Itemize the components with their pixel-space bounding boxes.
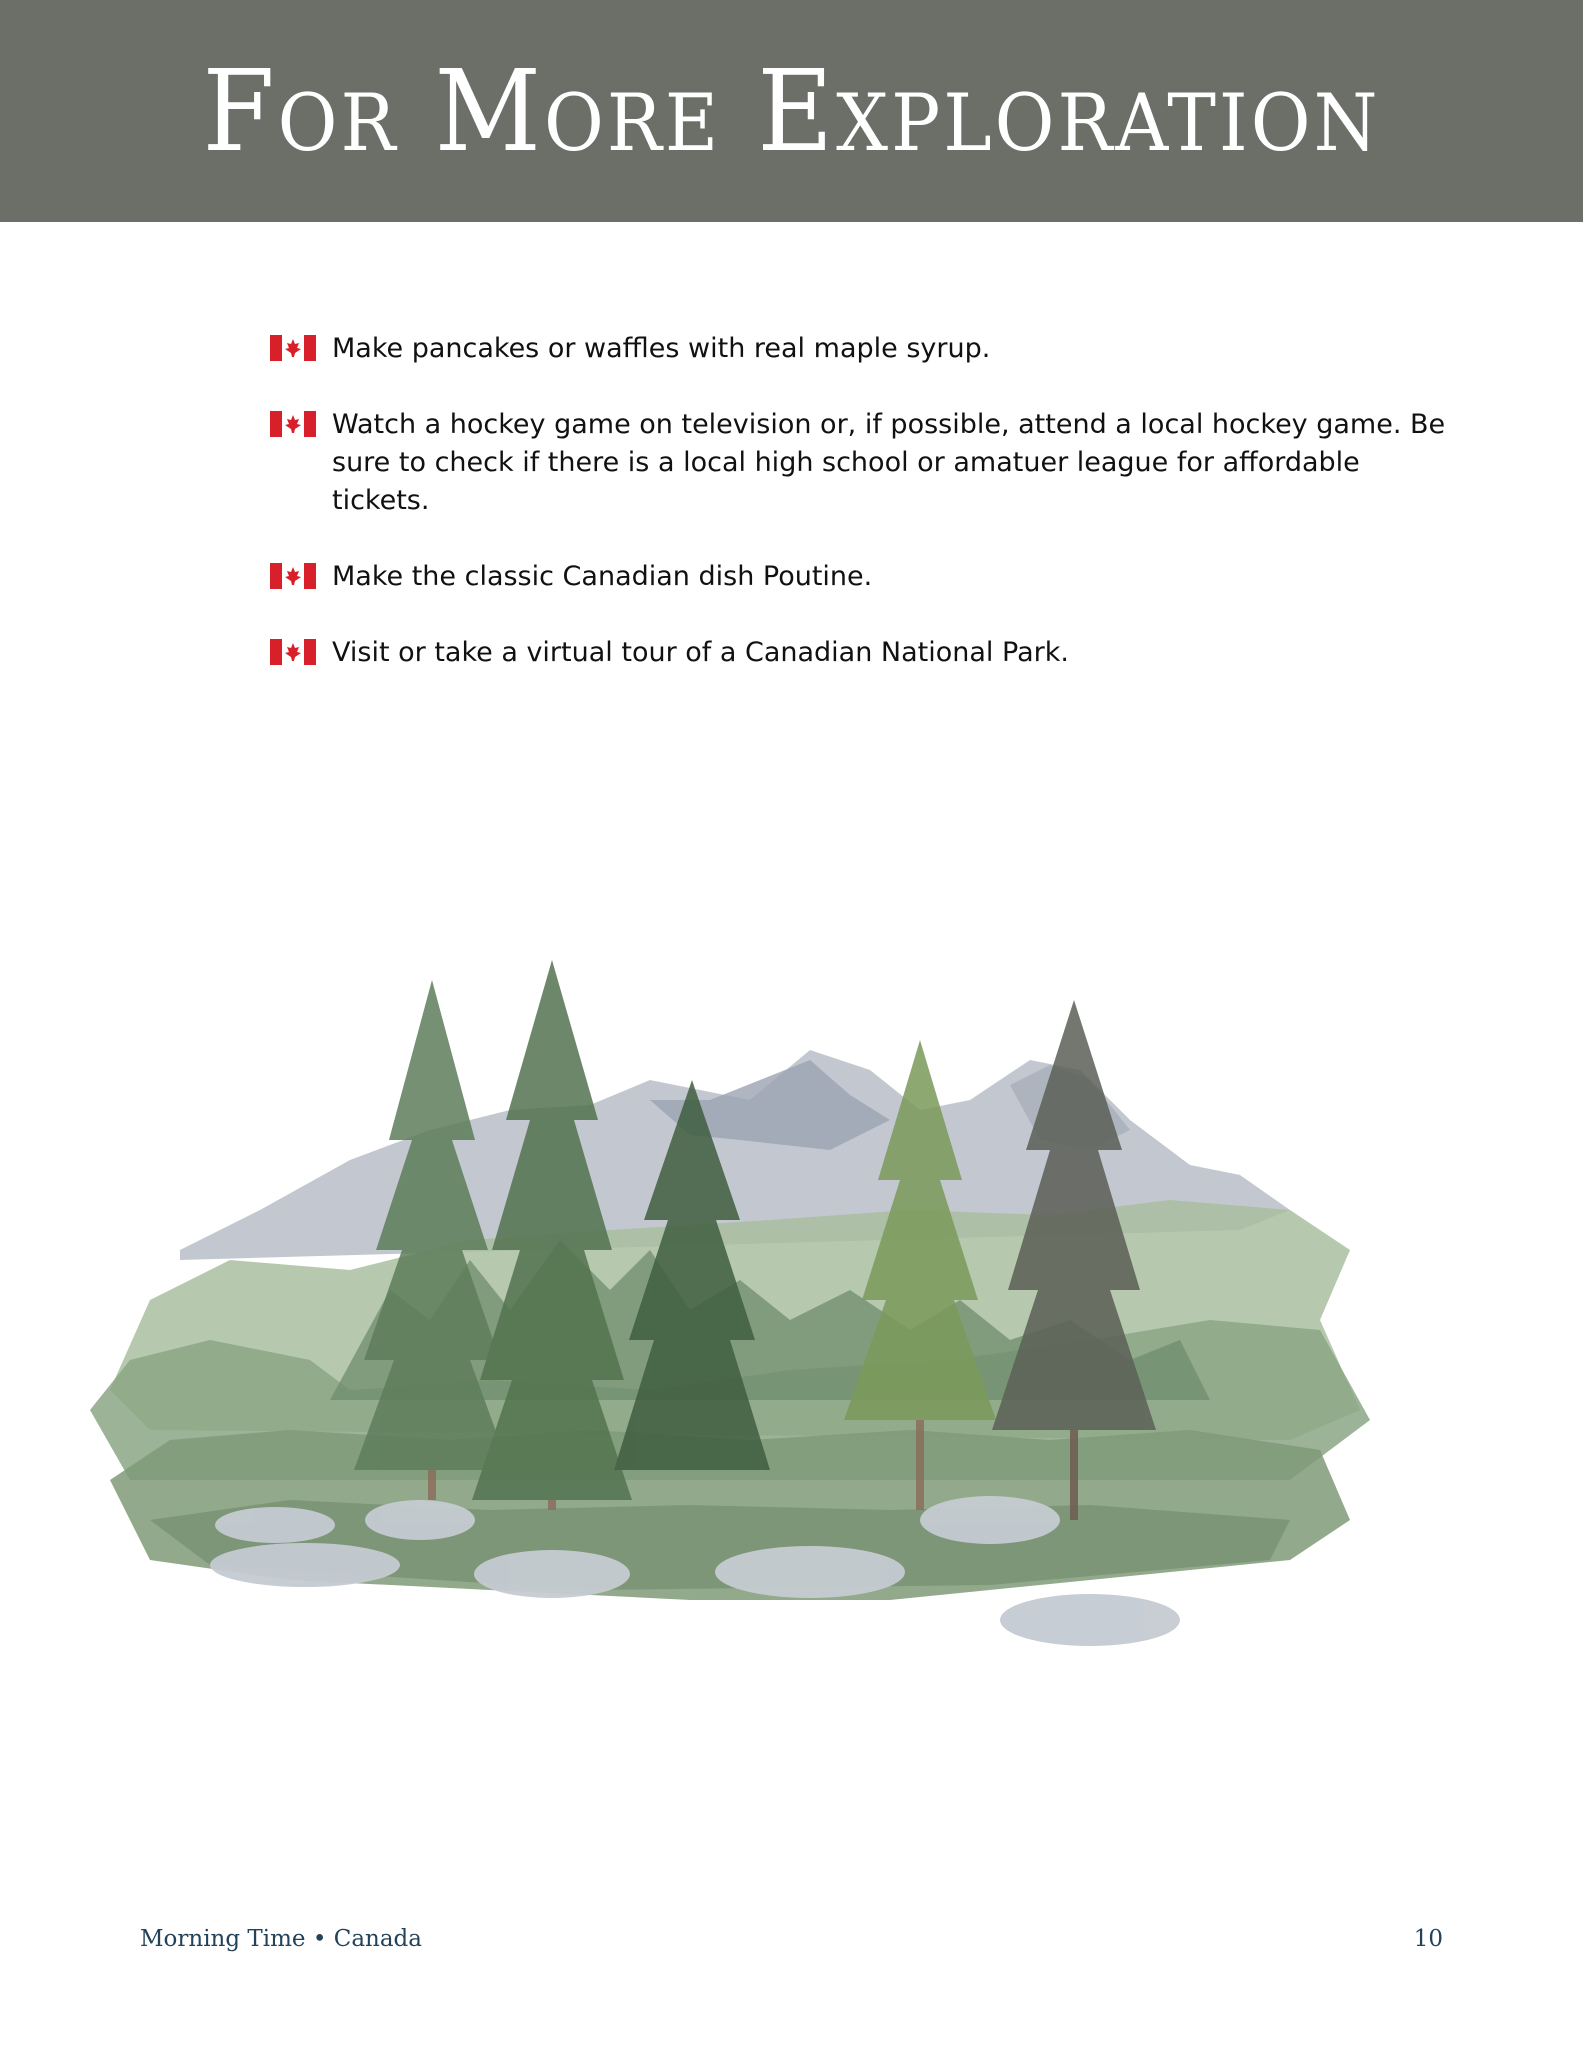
- list-item: [270, 558, 1450, 596]
- canada-flag-icon: [270, 639, 316, 665]
- page-number: 10: [1413, 1926, 1443, 1952]
- canada-flag-icon: [270, 335, 316, 361]
- activity-text: Make pancakes or waffles with real maple syrup.: [332, 333, 991, 364]
- list-item: [270, 406, 1450, 520]
- mountain-forest-landscape: [90, 960, 1470, 1660]
- activity-text: Visit or take a virtual tour of a Canadian National Park.: [332, 637, 1069, 668]
- list-item: [270, 634, 1450, 672]
- page-title: For More Exploration: [202, 45, 1381, 177]
- title-banner: [0, 0, 1583, 222]
- list-item: [270, 330, 1450, 368]
- canada-flag-icon: [270, 411, 316, 437]
- activity-text: Make the classic Canadian dish Poutine.: [332, 561, 873, 592]
- footer-title: Morning Time • Canada: [140, 1926, 422, 1952]
- activity-list: [270, 330, 1450, 710]
- activity-text: Watch a hockey game on television or, if possible, attend a local hockey game. Be sure to check if there is a local high school or amatuer league for affordable tickets.: [332, 409, 1446, 516]
- canada-flag-icon: [270, 563, 316, 589]
